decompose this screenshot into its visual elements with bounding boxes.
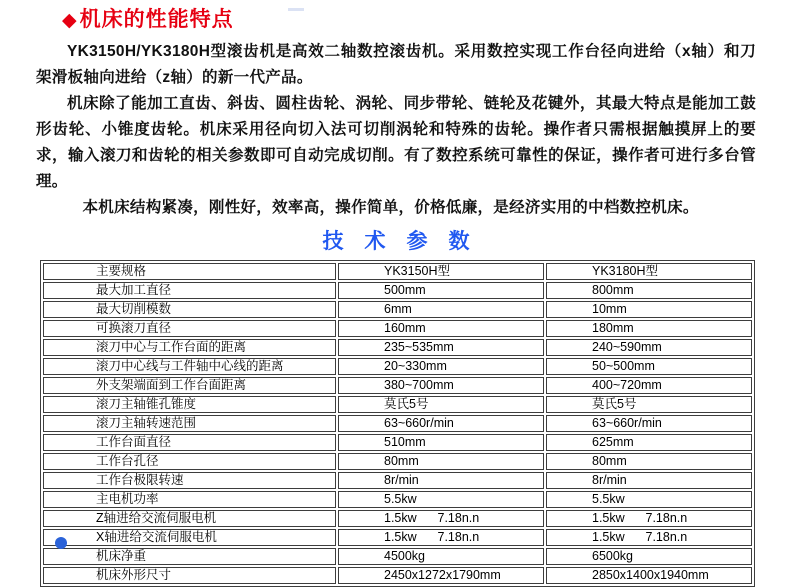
table-cell: YK3180H型	[546, 263, 752, 280]
table-cell: Z轴进给交流伺服电机	[43, 510, 336, 527]
section-title	[62, 8, 792, 33]
table-cell: 80mm	[338, 453, 544, 470]
table-cell: 工作台面直径	[43, 434, 336, 451]
table-row	[43, 434, 752, 451]
table-row	[43, 339, 752, 356]
table-cell: 240~590mm	[546, 339, 752, 356]
table-cell: 63~660r/min	[338, 415, 544, 432]
table-row	[43, 377, 752, 394]
table-cell: 莫氏5号	[546, 396, 752, 413]
table-cell: 1.5kw 7.18n.n	[338, 529, 544, 546]
table-cell: 滚刀主轴转速范围	[43, 415, 336, 432]
table-cell: 63~660r/min	[546, 415, 752, 432]
table-row	[43, 548, 752, 565]
table-cell: 1.5kw 7.18n.n	[546, 529, 752, 546]
table-cell: 625mm	[546, 434, 752, 451]
table-cell: 6500kg	[546, 548, 752, 565]
diamond-bullet-icon: ◆	[62, 10, 78, 31]
table-row	[43, 282, 752, 299]
table-row	[43, 510, 752, 527]
table-cell: 80mm	[546, 453, 752, 470]
table-cell: 400~720mm	[546, 377, 752, 394]
table-cell: 最大切削模数	[43, 301, 336, 318]
table-cell: YK3150H型	[338, 263, 544, 280]
table-cell: 主电机功率	[43, 491, 336, 508]
table-cell: 180mm	[546, 320, 752, 337]
table-cell: 工作台极限转速	[43, 472, 336, 489]
paragraph-3: 本机床结构紧凑，刚性好，效率高，操作简单，价格低廉，是经济实用的中档数控机床。	[82, 199, 699, 216]
table-cell: 800mm	[546, 282, 752, 299]
table-cell: 2450x1272x1790mm	[338, 567, 544, 584]
table-cell: 50~500mm	[546, 358, 752, 375]
table-cell: 工作台孔径	[43, 453, 336, 470]
section-title-text: 机床的性能特点	[79, 8, 234, 31]
table-row	[43, 320, 752, 337]
table-row	[43, 491, 752, 508]
table-header-row	[43, 263, 752, 280]
scan-smudge	[288, 8, 304, 11]
table-cell: 1.5kw 7.18n.n	[338, 510, 544, 527]
table-cell: 5.5kw	[338, 491, 544, 508]
table-cell: 500mm	[338, 282, 544, 299]
table-cell: 160mm	[338, 320, 544, 337]
table-row	[43, 472, 752, 489]
table-cell: 20~330mm	[338, 358, 544, 375]
table-row	[43, 301, 752, 318]
table-cell: 机床外形尺寸	[43, 567, 336, 584]
table-row	[43, 529, 752, 546]
intro-paragraphs	[36, 39, 756, 221]
table-cell: 510mm	[338, 434, 544, 451]
table-cell: 235~535mm	[338, 339, 544, 356]
table-cell: 莫氏5号	[338, 396, 544, 413]
table-cell: 主要规格	[43, 263, 336, 280]
table-cell: 2850x1400x1940mm	[546, 567, 752, 584]
table-cell: 滚刀中心与工作台面的距离	[43, 339, 336, 356]
technical-parameters-title: 技 术 参 数	[322, 230, 470, 253]
table-cell: 5.5kw	[546, 491, 752, 508]
table-cell: 8r/min	[546, 472, 752, 489]
table-cell: 380~700mm	[338, 377, 544, 394]
spec-table	[40, 260, 755, 587]
table-row	[43, 415, 752, 432]
table-row	[43, 396, 752, 413]
table-cell: 10mm	[546, 301, 752, 318]
table-cell: 滚刀主轴锥孔锥度	[43, 396, 336, 413]
table-cell: 4500kg	[338, 548, 544, 565]
page-footer-dot-icon	[55, 537, 67, 549]
paragraph-2: 机床除了能加工直齿、斜齿、圆柱齿轮、涡轮、同步带轮、链轮及花键外，其最大特点是能加工鼓形齿轮、小锥度齿轮。机床采用径向切入法可切削涡轮和特殊的齿轮。操作者只需根据触摸屏上的要求，输入滚刀和齿轮的相关参数即可自动完成切削。有了数控系统可靠性的保证，操作者可进行多台管理。	[36, 95, 756, 190]
table-cell: 6mm	[338, 301, 544, 318]
table-cell: 8r/min	[338, 472, 544, 489]
table-cell: 滚刀中心线与工件轴中心线的距离	[43, 358, 336, 375]
paragraph-1: YK3150H/YK3180H型滚齿机是高效二轴数控滚齿机。采用数控实现工作台径向进给（x轴）和刀架滑板轴向进给（z轴）的新一代产品。	[36, 43, 756, 86]
table-row	[43, 453, 752, 470]
table-cell: 可换滚刀直径	[43, 320, 336, 337]
table-row	[43, 567, 752, 584]
table-cell: 最大加工直径	[43, 282, 336, 299]
table-cell: 机床净重	[43, 548, 336, 565]
table-cell: 1.5kw 7.18n.n	[546, 510, 752, 527]
table-cell: 外支架端面到工作台面距离	[43, 377, 336, 394]
table-row	[43, 358, 752, 375]
table-cell: X轴进给交流伺服电机	[43, 529, 336, 546]
